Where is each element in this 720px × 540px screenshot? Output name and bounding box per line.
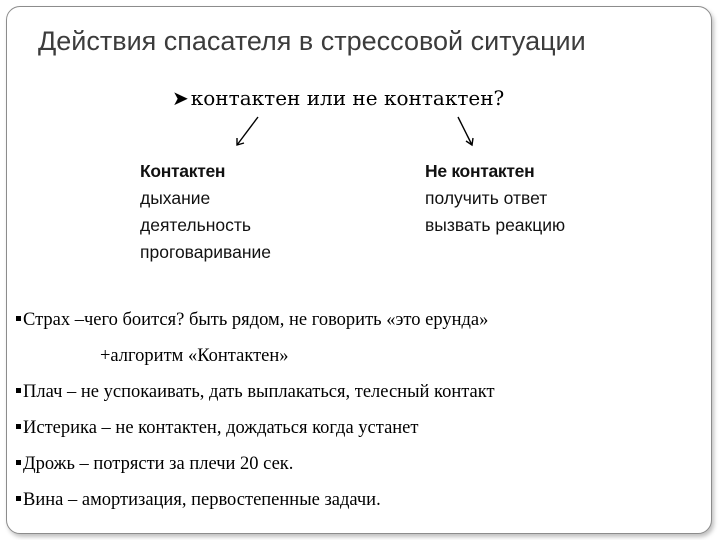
no-contact-item: вызвать реакцию: [425, 215, 566, 235]
bullet-item: Дрожь – потрясти за плечи 20 сек.: [16, 446, 495, 482]
bullet-continuation: +алгоритм «Контактен»: [100, 346, 289, 366]
square-bullet-icon: [16, 424, 21, 429]
bullet-item: Плач – не успокаивать, дать выплакаться, телесный контакт: [16, 374, 495, 410]
square-bullet-icon: [16, 460, 21, 465]
question-text: контактен или не контактен?: [190, 86, 505, 110]
contact-item: проговаривание: [140, 242, 272, 262]
contact-item: дыхание: [140, 188, 211, 208]
right-branch-arrow: [458, 117, 473, 145]
square-bullet-icon: [16, 496, 21, 501]
square-bullet-icon: [16, 316, 21, 321]
bullet-item: Вина – амортизация, первостепенные задачи.: [16, 482, 495, 518]
no-contact-column: [425, 158, 565, 239]
bullet-item: Страх –чего боится? быть рядом, не говорить «это ерунда»: [16, 302, 495, 338]
no-contact-heading: Не контактен: [425, 161, 535, 181]
square-bullet-icon: [16, 388, 21, 393]
bullet-item: Истерика – не контактен, дождаться когда устанет: [16, 410, 495, 446]
arrow-bullet-icon: ➤: [172, 86, 189, 110]
contact-column: [140, 158, 271, 266]
left-branch-arrow: [237, 117, 258, 145]
contact-heading: Контактен: [140, 161, 226, 181]
no-contact-item: получить ответ: [425, 188, 548, 208]
slide-title: Действия спасателя в стрессовой ситуации: [38, 26, 586, 56]
contact-item: деятельность: [140, 215, 251, 235]
bullet-list: [16, 302, 495, 518]
